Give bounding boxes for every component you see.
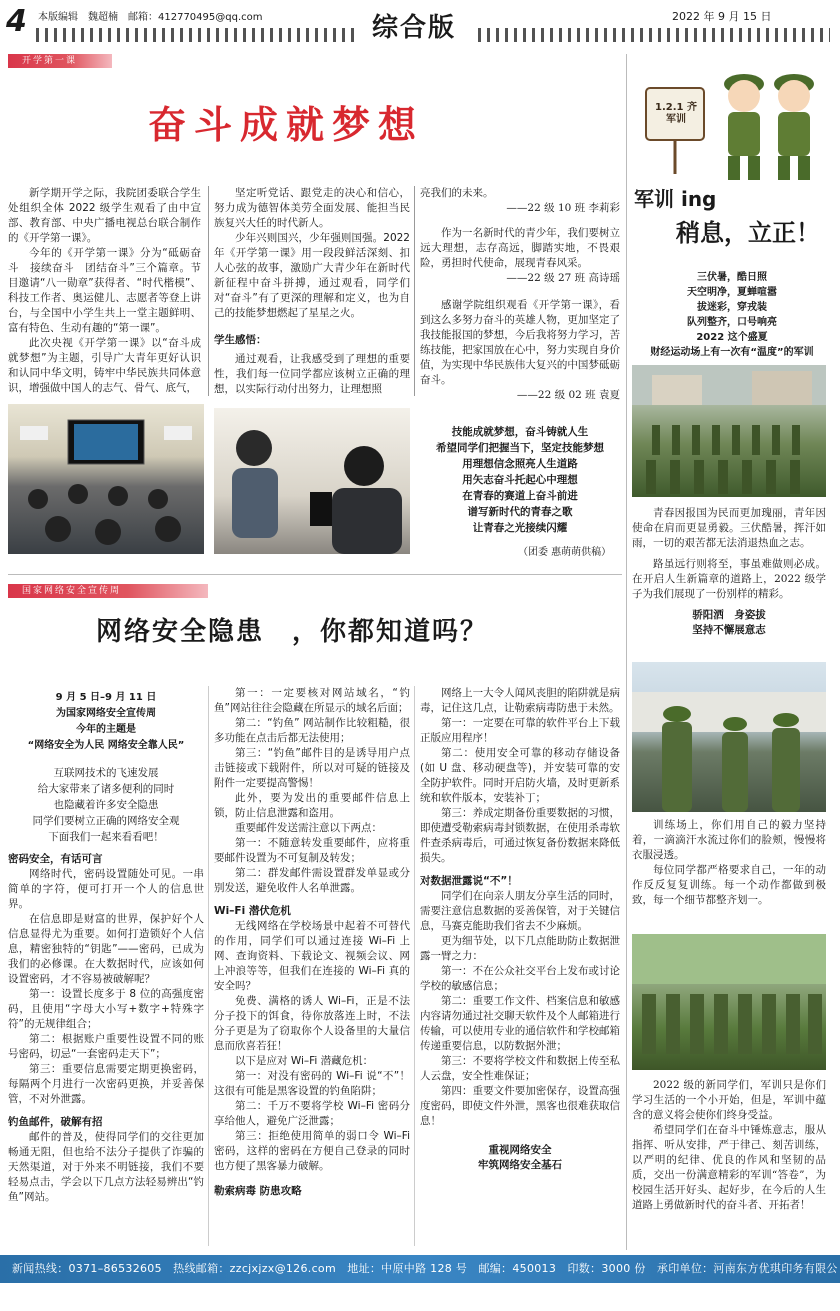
paragraph: 第一：一定要核对网站域名，“钓鱼”网站往往会隐藏在所显示的域名后面； [214,687,410,714]
intro-line: 9 月 5 日–9 月 11 日 [55,692,157,703]
photo-soldiers-standing [632,662,826,812]
poem-line: 队列整齐，口号响亮 [687,317,777,328]
paragraph: 重要邮件发送需注意以下两点： [235,822,382,834]
poem-line: 用理想信念照亮人生道路 [462,458,578,470]
header-pattern-right [478,28,830,42]
paragraph: 更为细节处，以下几点能助防止数据泄露一臂之力： [420,935,620,962]
intro-line: “网络安全为人民 网络安全靠人民” [27,740,185,751]
classroom-illustration [8,404,204,554]
sidebar-poem [632,270,832,360]
column-divider [414,686,415,1246]
section-divider [8,574,622,575]
poem-line: 技能成就梦想，奋斗铸就人生 [451,426,589,438]
issue-date: 2022 年 9 月 15 日 [672,10,772,23]
paragraph: 第二：使用安全可靠的移动存储设备(如 U 盘、移动硬盘等)，并安装可靠的安全防护软件。同时开启防火墙，及时更新系统和软件版本，安装补丁； [420,747,620,804]
subheading: 对数据泄露说“不”！ [420,875,518,887]
paragraph: 路虽远行则将至，事虽难做则必成。在开启人生新篇章的道路上，2022 级学子为我们展现了一份别样的精彩。 [632,558,826,600]
poem-line: 拔迷彩，穿戎装 [697,302,767,313]
closing-line: 牢筑网络安全基石 [478,1159,562,1171]
article1-poem [420,424,620,536]
paragraph: 以下是应对 Wi–Fi 潜藏危机： [235,1055,374,1067]
paragraph: 网络时代，密码设置随处可见。一串简单的字符，便可打开一个人的信息世界。 [8,868,204,910]
paragraph: 第二：千万不要将学校 Wi–Fi 密码分享给他人，避免广泛泄露； [214,1100,410,1127]
article-title-fendou: 奋斗成就梦想 [148,102,425,147]
quote: 通过观看，让我感受到了理想的重要性，我们每一位同学都应该树立正确的理想，以实际行动付出努力，让理想照 [214,353,410,395]
cartoon-sign-text: 1.2.1 齐军训 [655,102,697,125]
article1-column2 [214,186,410,397]
paragraph: 第二：重要工作文件、档案信息和敏感内容请勿通过社交聊天软件及个人邮箱进行传输，可以使用专业的通信软件和学校邮箱传递重要信息，以防数据外泄； [420,995,620,1052]
marching-illustration [632,934,826,1070]
poem-line: 财经运动场上有一次有“温度”的军训 [650,347,814,358]
paragraph: 第三：不要将学校文件和数据上传至私人云盘，安全性难保证； [420,1055,620,1082]
paragraph: 在信息即是财富的世界，保护好个人信息显得尤为重要。如何打造锁好个人信息，精密独特的“钥匙”——密码，已成为我们的必修课。在大数据时代，应该如何设置密码，才不容易被破解呢？ [8,913,204,985]
paragraph: 每位同学都严格要求自己，一年的动作反反复复训练。每一个动作都做到极致，每一个细节都整齐划一。 [632,864,826,906]
paragraph: 第一：不在公众社交平台上发布或讨论学校的敏感信息； [420,965,620,992]
poem-line: 2022 这个盛夏 [696,332,768,343]
column-divider [208,186,209,396]
subheading: 勒索病毒 防患攻略 [214,1185,302,1197]
paragraph: 第四：重要文件要加密保存，设置高强度密码，即使文件外泄，黑客也很难获取信息！ [420,1085,620,1127]
closing-line: 重视网络安全 [488,1144,552,1156]
verse-line: 也隐藏着许多安全隐患 [53,799,159,811]
intro-line: 为国家网络安全宣传周 [56,708,156,719]
header-pattern-left [36,28,356,42]
sidebar-title-line1: 军训 ing [634,187,717,211]
photo-student-phone [214,408,410,554]
paragraph: 此外，要为发出的重要邮件信息上锁，防止信息泄露和盗用。 [214,792,410,819]
quote: 感谢学院组织观看《开学第一课》，看到这么多努力奋斗的英雄人物，更加坚定了我技能报国的梦想，今后我将努力学习，苦练技能，把家国放在心中，努力实现自身价值，为实现中华民族伟大复兴的中国梦砥砺奋斗。 [420,299,620,386]
sidebar-text-block1 [632,506,826,638]
section-title: 综合版 [372,13,457,43]
poem-line: 三伏暑，酷日照 [697,272,767,283]
column-divider [414,186,415,396]
verse-line: 下面我们一起来看看吧！ [48,831,164,843]
paragraph: 第三：重要信息需要定期更换密码，每隔两个月进行一次密码更换，并妥善保管，不对外泄露。 [8,1063,204,1105]
column-divider [208,686,209,1246]
article2-column2 [214,686,410,1199]
photo-military-training-field [632,365,826,497]
paragraph: 第三：养成定期备份重要数据的习惯，即使遭受勒索病毒封锁数据，在使用杀毒软件查杀病毒后，可通过恢复备份数据来降低损失。 [420,807,620,864]
poem-line: 天空明净，夏蝉喧嚣 [687,287,777,298]
article1-column3 [420,186,620,403]
paragraph: 第二：群发邮件需设置群发单显或分别发送，避免收件人名单泄露。 [214,867,410,894]
soldiers-standing-illustration [632,662,826,812]
paragraph: 第二：“钓鱼” 网站制作比较粗糙，很多功能在点击后都无法使用； [214,717,410,744]
poem-line: 谱写新时代的青春之歌 [467,506,573,518]
verse-line: 互联网技术的飞速发展 [53,767,159,779]
article2-column1 [8,852,204,1205]
footer-bar [0,1255,840,1303]
footer-contact-text: 新闻热线：0371–86532605 热线邮箱：zzcjxjzx@126.com 地址：中原中路 128 号 邮编：450013 印数：3000 份 承印单位：河南东方优琪印务有限公司 [12,1262,838,1303]
cartoon-soldiers [636,54,832,182]
photo-soldiers-marching [632,934,826,1070]
quote-signature: ——22 级 10 班 李莉彩 [506,202,620,214]
article1-credit: （团委 惠萌萌供稿） [518,547,612,558]
paragraph: 同学们在向亲人朋友分享生活的同时，需要注意信息数据的妥善保管，对于关键信息，马赛克能助我们省去不少麻烦。 [420,890,620,932]
article-title-wangluo: 网络安全隐患 ，你都知道吗？ [96,617,489,647]
verse-line: 同学们要树立正确的网络安全观 [32,815,180,827]
training-field-illustration [632,365,826,497]
paragraph: 训练场上，你们用自己的毅力坚持着，一滴滴汗水流过你们的脸颊，慢慢将衣服浸透。 [632,819,826,861]
subheading: 密码安全，有话可言 [8,853,103,865]
article2-intro [8,690,204,754]
poem-line: 希望同学们把握当下，坚定技能梦想 [436,442,604,454]
section-tag-kaixue: 开学第一课 [8,54,112,68]
sidebar-text-block2 [632,818,826,908]
paragraph: 第一：设置长度多于 8 位的高强度密码，且使用“字母大小写+数字+特殊字符”的无规律组合； [8,988,204,1030]
students-illustration [214,408,410,554]
photo-students-watching [8,404,204,554]
quote-signature: ——22 级 02 班 袁夏 [516,389,620,401]
paragraph: 第三：拒绝使用简单的弱口令 Wi–Fi 密码，这样的密码在方便自己登录的同时也方便了黑客暴力破解。 [214,1130,410,1172]
poem-line: 用矢志奋斗托起心中理想 [462,474,578,486]
editor-info: 本版编辑 魏超楠 邮箱：412770495@qq.com [38,12,263,23]
subheading: Wi–Fi 潜伏危机 [214,905,291,917]
sidebar-text-block3 [632,1078,826,1213]
sidebar-subheading: 骄阳洒 身姿拔 [692,609,766,621]
paragraph: 希望同学们在奋斗中锤炼意志，服从指挥、听从安排，严于律己、刻苦训练，以严明的纪律、优良的作风和坚韧的品质，交出一份满意精彩的军训“答卷”，为校园生活开好头、起好步，在今后的人生道路上勇做新时代的奋斗者、开拓者！ [632,1124,826,1211]
subheading: 钓鱼邮件，破解有招 [8,1116,103,1128]
quote: 亮我们的未来。 [420,187,494,199]
paragraph: 第二：根据账户重要性设置不同的账号密码，切忌“一套密码走天下”； [8,1033,204,1060]
paragraph: 少年兴则国兴，少年强则国强。2022年《开学第一课》用一段段鲜活深刻、扣人心弦的故事，激励广大青少年在新时代新征程中奋斗拼搏，通过观看，同学们对“奋斗”有了更深的理解和定义，也为自己的技能梦想燃起了星星之火。 [214,232,410,319]
paragraph: 青春因报国为民而更加瑰丽，青年因使命在肩而更显勇毅。三伏酷暑，挥汗如雨，一切的艰苦都无法消退热血之志。 [632,507,826,549]
paragraph: 第一：一定要在可靠的软件平台上下载正版应用程序！ [420,717,620,744]
paragraph: 新学期开学之际，我院团委联合学生处组织全体 2022 级学生观看了由中宣部、教育部、中央广播电视总台联合制作的《开学第一课》。 [8,187,201,244]
page-number: 4 [6,4,27,39]
poem-line: 让青春之光接续闪耀 [472,522,568,534]
quote: 作为一名新时代的青少年，我们要树立远大理想，志存高远，脚踏实地，不畏艰险，勇担时代使命，展现青春风采。 [420,227,620,269]
sidebar-subheading: 坚持不懈展意志 [692,624,766,636]
paragraph: 网络上一大令人闻风丧胆的陷阱就是病毒，记住这几点，让勒索病毒防患于未然。 [420,687,620,714]
paragraph: 无线网络在学校场景中起着不可替代的作用，同学们可以通过连接 Wi–Fi 上网、查询资料、下载论文、视频会议、网上冲浪等等，但我们在连接的 Wi–Fi 真的安全吗？ [214,920,410,992]
section-tag-wangluo: 国家网络安全宣传周 [8,584,208,598]
article2-column3 [420,686,620,1173]
subheading-feelings: 学生感悟： [214,334,267,346]
paragraph: 免费、满格的诱人 Wi–Fi，正是不法分子投下的饵食，待你放落连上时，不法分子更是为了窃取你个人设备里的大量信息而欣喜若狂！ [214,995,410,1052]
paragraph: 邮件的普及，使得同学们的交往更加畅通无阻，但也给不法分子提供了诈骗的天然渠道，对于外来不明链接，我们不要轻易点击，学会以下几点方法轻易辨出“钓鱼”网站。 [8,1131,204,1203]
paragraph: 第三：“钓鱼”邮件目的是诱导用户点击链接或下载附件，所以对可疑的链接及附件一定要提高警惕！ [214,747,410,789]
poem-line: 在青春的赛道上奋斗前进 [462,490,578,502]
paragraph: 今年的《开学第一课》分为“砥砺奋斗 接续奋斗 团结奋斗”三个篇章。节目邀请“八一勋章”获得者、“时代楷模”、科技工作者、奥运健儿、志愿者等登上讲台，与全国中小学生共上一堂主题鲜明、富有特色、生动有趣的“第一课”。 [8,247,201,334]
sidebar-title-line2: 稍息，立正！ [676,219,820,247]
quote-signature: ——22 级 27 班 高诗瑶 [506,272,620,284]
verse-line: 给大家带来了诸多便利的同时 [37,783,175,795]
paragraph: 2022 级的新同学们，军训只是你们学习生活的一个小开始，但是，军训中蕴含的意义将会使你们终身受益。 [632,1079,826,1121]
article2-verse [8,765,204,845]
sidebar-divider [626,54,627,1250]
intro-line: 今年的主题是 [76,724,136,735]
paragraph: 第一：对没有密码的 Wi–Fi 说“不”！这很有可能是黑客设置的钓鱼陷阱； [214,1070,410,1097]
paragraph: 此次央视《开学第一课》以“奋斗成就梦想”为主题，引导广大青年更好认识和认同中华文明，铸牢中华民族共同体意识，增强做中国人的志气、骨气、底气， [8,337,201,394]
article1-column1 [8,186,201,396]
paragraph: 第一：不随意转发重要邮件，应将重要邮件设置为不可复制及转发； [214,837,410,864]
paragraph: 坚定听党话、跟党走的决心和信心，努力成为德智体美劳全面发展、能担当民族复兴大任的时代新人。 [214,187,410,229]
